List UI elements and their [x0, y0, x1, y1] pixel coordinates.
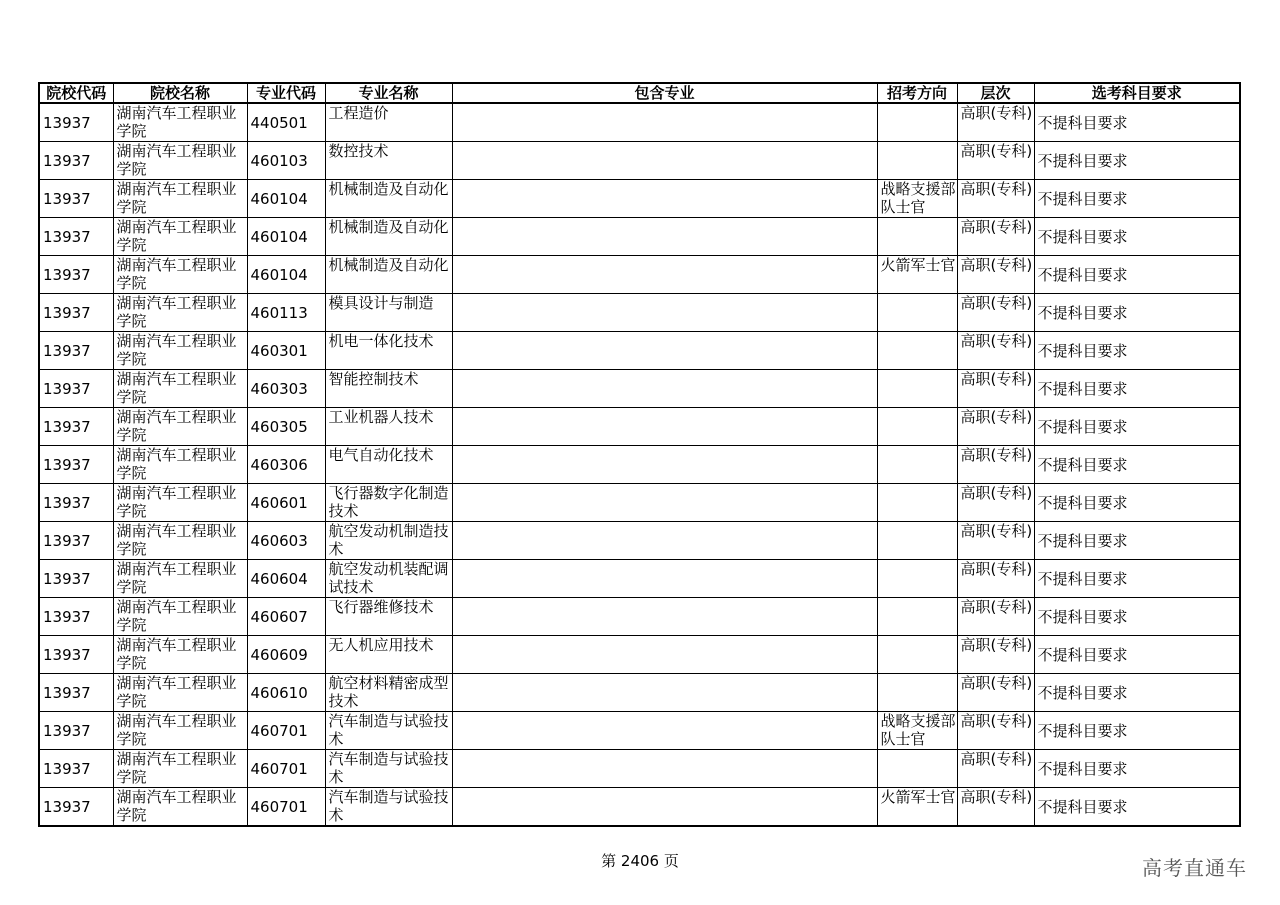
cell-subject-requirement: 不提科目要求	[1034, 712, 1240, 750]
cell-direction	[877, 636, 957, 674]
header-major-name: 专业名称	[325, 83, 452, 103]
cell-level: 高职(专科)	[957, 370, 1034, 408]
watermark-text: 高考直通车	[1142, 856, 1247, 880]
header-school-name: 院校名称	[113, 83, 247, 103]
cell-direction	[877, 750, 957, 788]
cell-included-majors	[452, 484, 877, 522]
cell-school-name: 湖南汽车工程职业学院	[113, 256, 247, 294]
cell-included-majors	[452, 712, 877, 750]
table-row	[39, 294, 1240, 332]
cell-included-majors	[452, 636, 877, 674]
table-row	[39, 750, 1240, 788]
cell-subject-requirement: 不提科目要求	[1034, 370, 1240, 408]
cell-included-majors	[452, 446, 877, 484]
cell-major-code: 460701	[247, 788, 325, 827]
cell-subject-requirement: 不提科目要求	[1034, 332, 1240, 370]
table-row	[39, 446, 1240, 484]
cell-school-code: 13937	[39, 598, 113, 636]
table-row	[39, 142, 1240, 180]
cell-subject-requirement: 不提科目要求	[1034, 674, 1240, 712]
cell-school-name: 湖南汽车工程职业学院	[113, 712, 247, 750]
cell-direction: 火箭军士官	[877, 788, 957, 827]
cell-level: 高职(专科)	[957, 294, 1034, 332]
admissions-table	[38, 82, 1241, 827]
cell-direction: 战略支援部队士官	[877, 712, 957, 750]
header-direction: 招考方向	[877, 83, 957, 103]
cell-major-name: 汽车制造与试验技术	[325, 788, 452, 827]
cell-major-code: 460104	[247, 256, 325, 294]
cell-major-name: 智能控制技术	[325, 370, 452, 408]
cell-subject-requirement: 不提科目要求	[1034, 218, 1240, 256]
table-row	[39, 103, 1240, 142]
cell-level: 高职(专科)	[957, 332, 1034, 370]
cell-school-code: 13937	[39, 788, 113, 827]
cell-major-code: 440501	[247, 103, 325, 142]
cell-major-code: 460104	[247, 218, 325, 256]
cell-major-code: 460607	[247, 598, 325, 636]
cell-subject-requirement: 不提科目要求	[1034, 103, 1240, 142]
cell-school-code: 13937	[39, 408, 113, 446]
cell-school-code: 13937	[39, 256, 113, 294]
cell-level: 高职(专科)	[957, 750, 1034, 788]
cell-school-name: 湖南汽车工程职业学院	[113, 218, 247, 256]
cell-level: 高职(专科)	[957, 256, 1034, 294]
cell-school-code: 13937	[39, 674, 113, 712]
cell-school-name: 湖南汽车工程职业学院	[113, 750, 247, 788]
cell-school-code: 13937	[39, 522, 113, 560]
cell-subject-requirement: 不提科目要求	[1034, 636, 1240, 674]
cell-level: 高职(专科)	[957, 788, 1034, 827]
cell-included-majors	[452, 674, 877, 712]
cell-level: 高职(专科)	[957, 142, 1034, 180]
cell-major-name: 航空发动机装配调试技术	[325, 560, 452, 598]
cell-major-code: 460701	[247, 750, 325, 788]
cell-direction: 战略支援部队士官	[877, 180, 957, 218]
table-row	[39, 788, 1240, 827]
cell-included-majors	[452, 218, 877, 256]
table-row	[39, 484, 1240, 522]
cell-direction	[877, 142, 957, 180]
table-row	[39, 522, 1240, 560]
cell-major-code: 460303	[247, 370, 325, 408]
cell-school-name: 湖南汽车工程职业学院	[113, 408, 247, 446]
cell-direction	[877, 370, 957, 408]
cell-direction	[877, 598, 957, 636]
cell-major-name: 汽车制造与试验技术	[325, 750, 452, 788]
cell-major-name: 航空材料精密成型技术	[325, 674, 452, 712]
header-included-majors: 包含专业	[452, 83, 877, 103]
page-number: 第 2406 页	[601, 852, 679, 870]
cell-subject-requirement: 不提科目要求	[1034, 750, 1240, 788]
cell-level: 高职(专科)	[957, 636, 1034, 674]
table-row	[39, 712, 1240, 750]
cell-major-code: 460104	[247, 180, 325, 218]
cell-subject-requirement: 不提科目要求	[1034, 294, 1240, 332]
cell-school-code: 13937	[39, 103, 113, 142]
cell-included-majors	[452, 750, 877, 788]
cell-direction	[877, 408, 957, 446]
cell-direction	[877, 560, 957, 598]
cell-major-code: 460701	[247, 712, 325, 750]
cell-direction	[877, 674, 957, 712]
table-row	[39, 636, 1240, 674]
cell-school-code: 13937	[39, 180, 113, 218]
cell-major-name: 无人机应用技术	[325, 636, 452, 674]
cell-school-name: 湖南汽车工程职业学院	[113, 370, 247, 408]
cell-level: 高职(专科)	[957, 674, 1034, 712]
cell-major-code: 460604	[247, 560, 325, 598]
cell-school-name: 湖南汽车工程职业学院	[113, 180, 247, 218]
cell-included-majors	[452, 180, 877, 218]
cell-major-name: 汽车制造与试验技术	[325, 712, 452, 750]
cell-direction	[877, 294, 957, 332]
cell-level: 高职(专科)	[957, 408, 1034, 446]
cell-included-majors	[452, 294, 877, 332]
cell-school-name: 湖南汽车工程职业学院	[113, 332, 247, 370]
cell-major-code: 460301	[247, 332, 325, 370]
cell-major-name: 机械制造及自动化	[325, 180, 452, 218]
cell-included-majors	[452, 142, 877, 180]
cell-subject-requirement: 不提科目要求	[1034, 256, 1240, 294]
cell-direction	[877, 218, 957, 256]
cell-included-majors	[452, 103, 877, 142]
cell-level: 高职(专科)	[957, 218, 1034, 256]
cell-included-majors	[452, 522, 877, 560]
table-body	[39, 103, 1240, 826]
cell-direction	[877, 103, 957, 142]
cell-included-majors	[452, 560, 877, 598]
header-row	[39, 83, 1240, 103]
cell-school-code: 13937	[39, 142, 113, 180]
cell-major-name: 机电一体化技术	[325, 332, 452, 370]
cell-major-code: 460103	[247, 142, 325, 180]
table-row	[39, 256, 1240, 294]
cell-school-name: 湖南汽车工程职业学院	[113, 788, 247, 827]
cell-subject-requirement: 不提科目要求	[1034, 180, 1240, 218]
cell-included-majors	[452, 370, 877, 408]
cell-major-name: 机械制造及自动化	[325, 218, 452, 256]
cell-subject-requirement: 不提科目要求	[1034, 598, 1240, 636]
header-school-code: 院校代码	[39, 83, 113, 103]
cell-level: 高职(专科)	[957, 446, 1034, 484]
cell-major-code: 460306	[247, 446, 325, 484]
cell-level: 高职(专科)	[957, 560, 1034, 598]
cell-school-name: 湖南汽车工程职业学院	[113, 636, 247, 674]
cell-major-code: 460113	[247, 294, 325, 332]
cell-major-name: 模具设计与制造	[325, 294, 452, 332]
cell-major-code: 460603	[247, 522, 325, 560]
table-row	[39, 332, 1240, 370]
cell-level: 高职(专科)	[957, 598, 1034, 636]
cell-school-code: 13937	[39, 332, 113, 370]
cell-subject-requirement: 不提科目要求	[1034, 408, 1240, 446]
cell-school-name: 湖南汽车工程职业学院	[113, 522, 247, 560]
cell-school-code: 13937	[39, 560, 113, 598]
header-level: 层次	[957, 83, 1034, 103]
table-row	[39, 408, 1240, 446]
cell-included-majors	[452, 788, 877, 827]
cell-subject-requirement: 不提科目要求	[1034, 446, 1240, 484]
cell-school-name: 湖南汽车工程职业学院	[113, 294, 247, 332]
cell-school-name: 湖南汽车工程职业学院	[113, 142, 247, 180]
cell-major-name: 电气自动化技术	[325, 446, 452, 484]
table-row	[39, 370, 1240, 408]
cell-subject-requirement: 不提科目要求	[1034, 560, 1240, 598]
cell-major-code: 460610	[247, 674, 325, 712]
cell-school-code: 13937	[39, 446, 113, 484]
cell-included-majors	[452, 598, 877, 636]
cell-major-name: 飞行器数字化制造技术	[325, 484, 452, 522]
cell-school-code: 13937	[39, 294, 113, 332]
cell-school-name: 湖南汽车工程职业学院	[113, 598, 247, 636]
header-subject-requirement: 选考科目要求	[1034, 83, 1240, 103]
table-row	[39, 180, 1240, 218]
cell-level: 高职(专科)	[957, 180, 1034, 218]
cell-direction	[877, 522, 957, 560]
cell-major-name: 工程造价	[325, 103, 452, 142]
table-row	[39, 674, 1240, 712]
cell-major-name: 工业机器人技术	[325, 408, 452, 446]
cell-subject-requirement: 不提科目要求	[1034, 142, 1240, 180]
cell-school-code: 13937	[39, 750, 113, 788]
cell-school-name: 湖南汽车工程职业学院	[113, 484, 247, 522]
cell-major-code: 460601	[247, 484, 325, 522]
cell-school-code: 13937	[39, 484, 113, 522]
cell-included-majors	[452, 332, 877, 370]
cell-subject-requirement: 不提科目要求	[1034, 788, 1240, 827]
cell-direction	[877, 484, 957, 522]
cell-major-name: 机械制造及自动化	[325, 256, 452, 294]
cell-school-name: 湖南汽车工程职业学院	[113, 103, 247, 142]
table-row	[39, 218, 1240, 256]
cell-level: 高职(专科)	[957, 484, 1034, 522]
cell-major-name: 航空发动机制造技术	[325, 522, 452, 560]
header-major-code: 专业代码	[247, 83, 325, 103]
table-row	[39, 598, 1240, 636]
cell-subject-requirement: 不提科目要求	[1034, 484, 1240, 522]
cell-school-code: 13937	[39, 636, 113, 674]
cell-direction	[877, 332, 957, 370]
cell-level: 高职(专科)	[957, 712, 1034, 750]
cell-school-name: 湖南汽车工程职业学院	[113, 674, 247, 712]
cell-level: 高职(专科)	[957, 103, 1034, 142]
cell-school-code: 13937	[39, 370, 113, 408]
cell-school-name: 湖南汽车工程职业学院	[113, 446, 247, 484]
table-row	[39, 560, 1240, 598]
cell-direction: 火箭军士官	[877, 256, 957, 294]
cell-school-code: 13937	[39, 218, 113, 256]
cell-major-name: 数控技术	[325, 142, 452, 180]
cell-major-code: 460609	[247, 636, 325, 674]
cell-included-majors	[452, 408, 877, 446]
cell-level: 高职(专科)	[957, 522, 1034, 560]
cell-direction	[877, 446, 957, 484]
cell-school-name: 湖南汽车工程职业学院	[113, 560, 247, 598]
cell-school-code: 13937	[39, 712, 113, 750]
cell-major-name: 飞行器维修技术	[325, 598, 452, 636]
cell-included-majors	[452, 256, 877, 294]
cell-major-code: 460305	[247, 408, 325, 446]
cell-subject-requirement: 不提科目要求	[1034, 522, 1240, 560]
